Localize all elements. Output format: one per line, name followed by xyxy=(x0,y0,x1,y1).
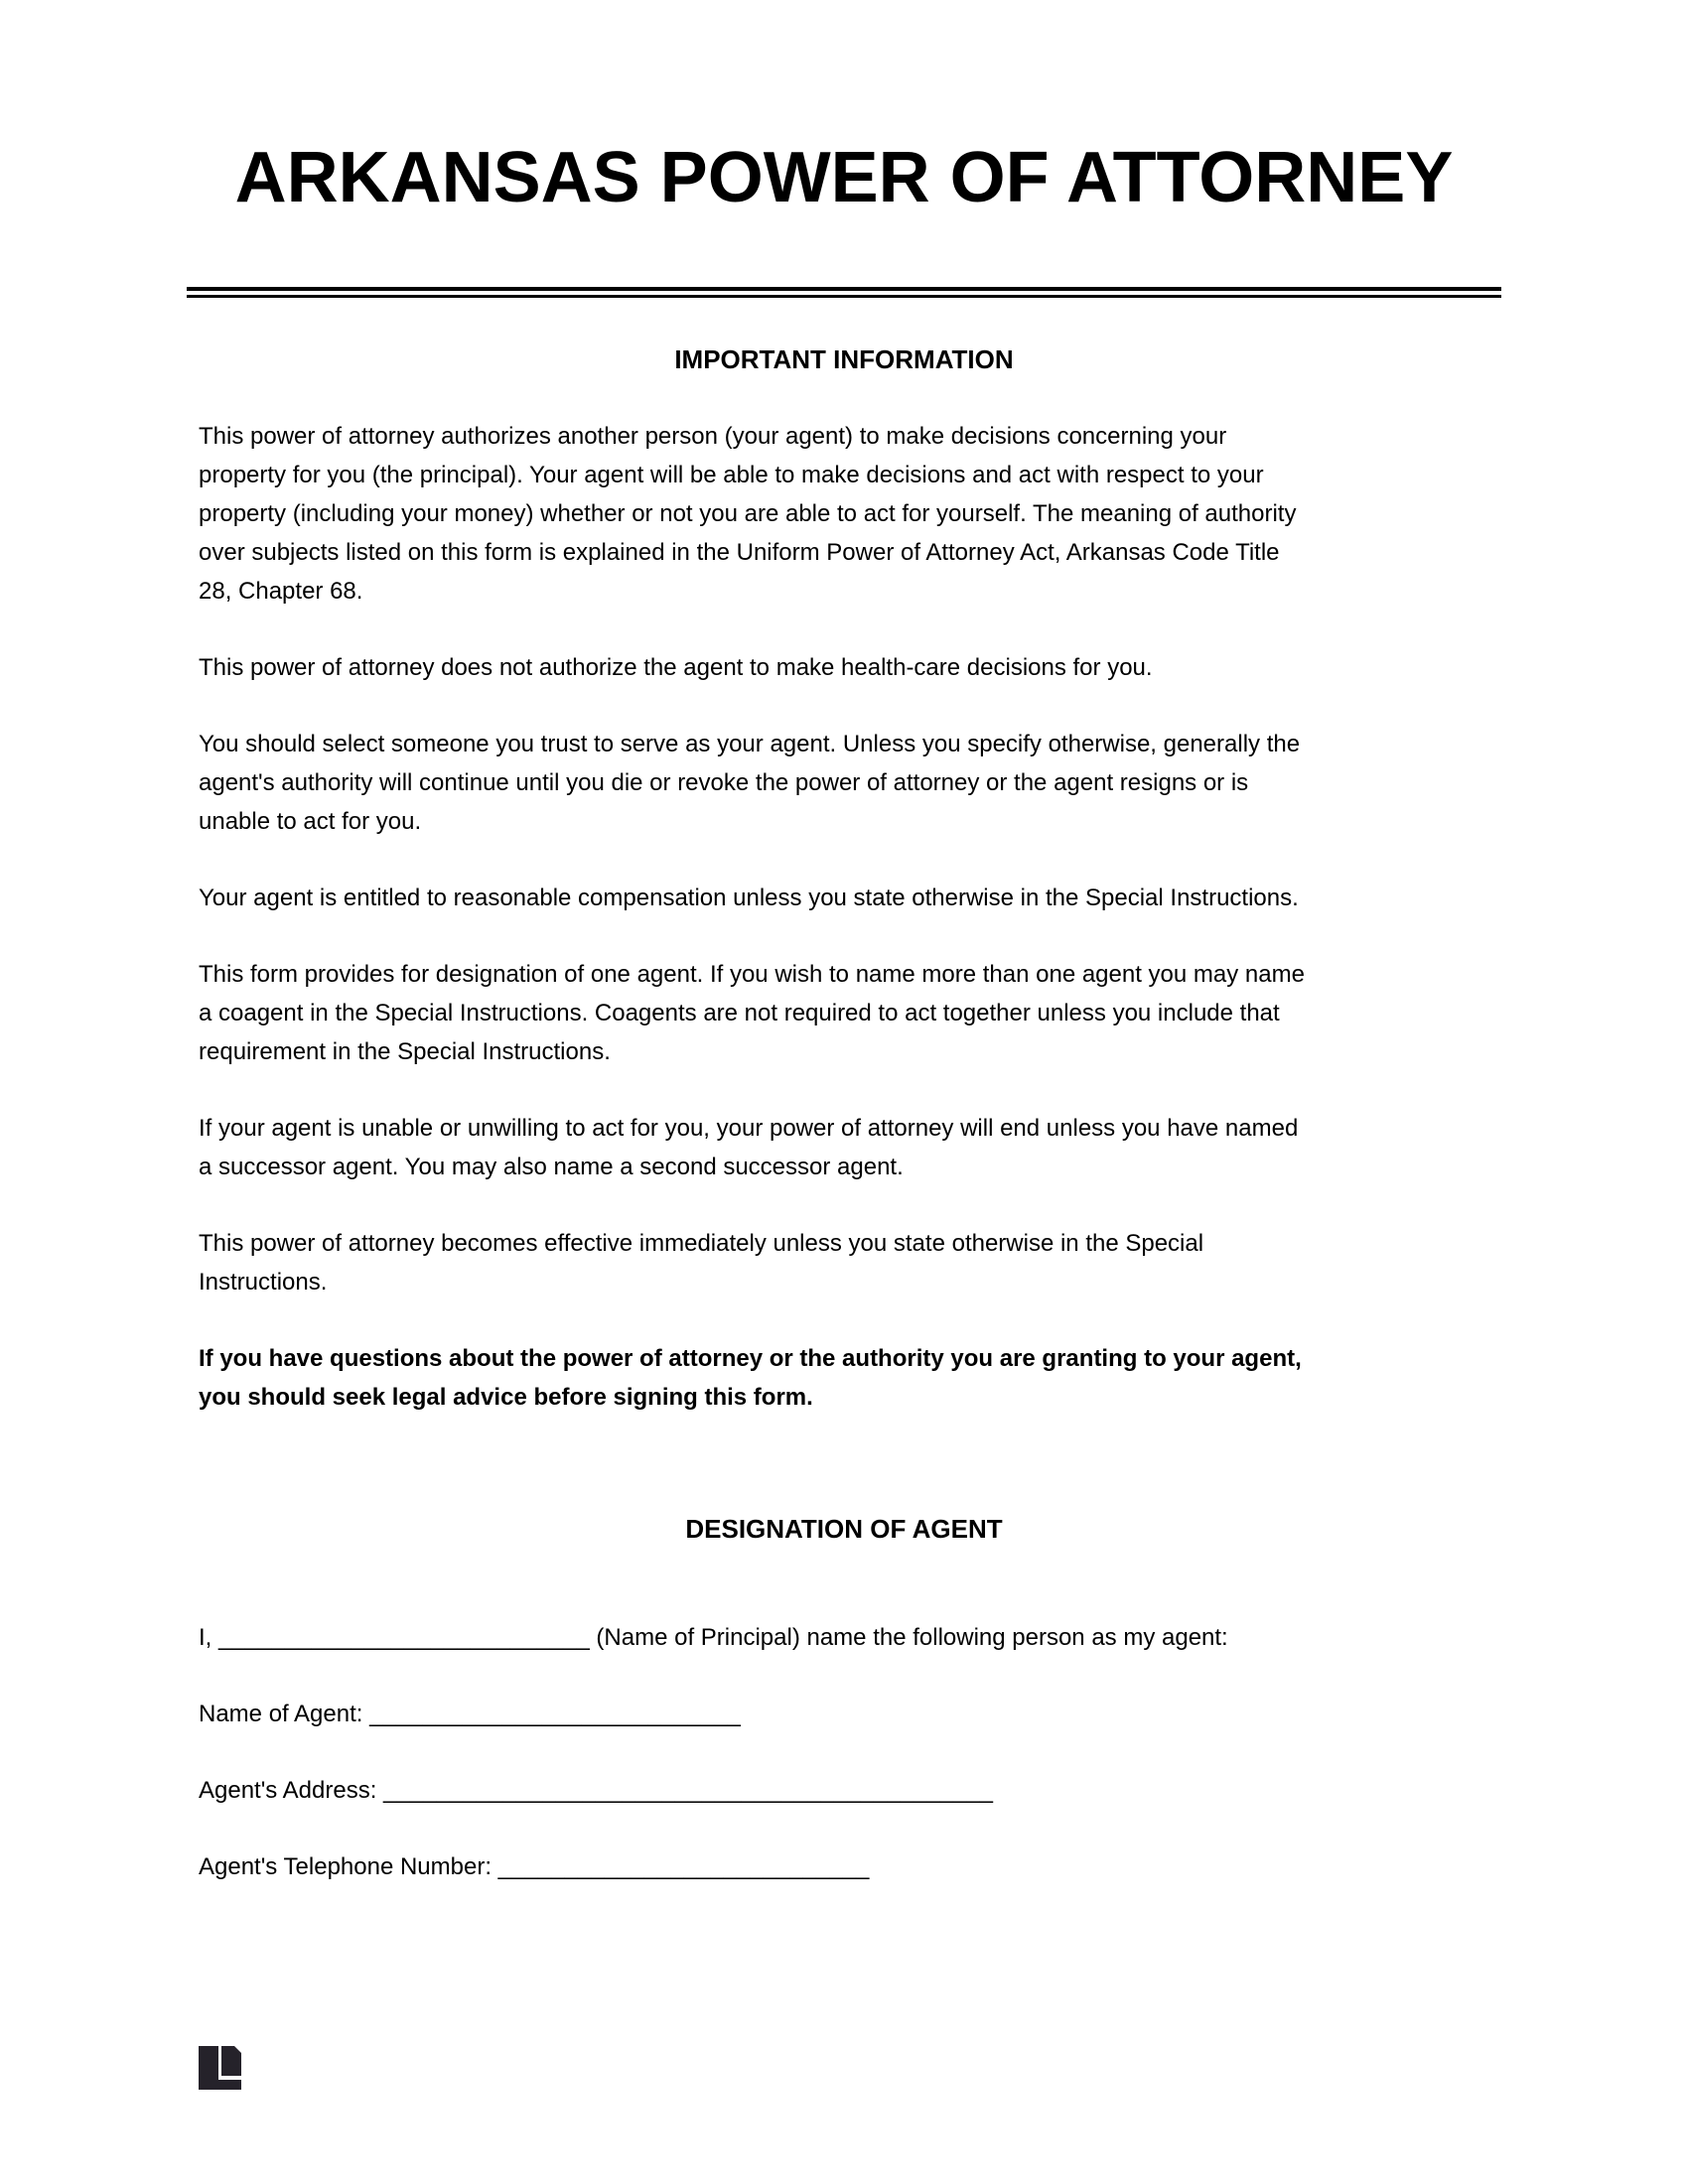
paragraph-line: If your agent is unable or unwilling to act for you, your power of attorney will end unless you have named xyxy=(199,1115,1299,1142)
paragraph-authorization xyxy=(199,417,1489,611)
paragraph-compensation xyxy=(199,879,1489,917)
agent-phone-line xyxy=(199,1847,1489,1886)
paragraph-line: You should select someone you trust to serve as your agent. Unless you specify otherwise, generally the xyxy=(199,731,1301,757)
agent-name-blank[interactable]: ____________________________ xyxy=(369,1701,741,1727)
paragraph-line: you should seek legal advice before signing this form. xyxy=(199,1384,813,1411)
paragraph-line: requirement in the Special Instructions. xyxy=(199,1038,611,1065)
paragraph-line: This power of attorney authorizes another person (your agent) to make decisions concerning your xyxy=(199,423,1227,450)
paragraph-line: This power of attorney does not authorize the agent to make health-care decisions for you. xyxy=(199,654,1153,681)
paragraph-line: If you have questions about the power of attorney or the authority you are granting to your agent, xyxy=(199,1345,1302,1372)
section-heading-important-information: IMPORTANT INFORMATION xyxy=(674,344,1014,374)
agent-address-line xyxy=(199,1771,1489,1810)
paragraph-line: property for you (the principal). Your agent will be able to make decisions and act with respect to your xyxy=(199,462,1264,488)
principal-name-blank[interactable]: ____________________________ xyxy=(218,1624,590,1651)
paragraph-line: 28, Chapter 68. xyxy=(199,578,363,605)
paragraph-line: a coagent in the Special Instructions. Coagents are not required to act together unless you include that xyxy=(199,1000,1280,1026)
paragraph-line: agent's authority will continue until you die or revoke the power of attorney or the agent resigns or is xyxy=(199,769,1249,796)
paragraph-line: This form provides for designation of one agent. If you wish to name more than one agent you may name xyxy=(199,961,1305,988)
principal-line-prefix: I, xyxy=(199,1624,212,1651)
paragraph-line: Instructions. xyxy=(199,1269,328,1296)
agent-phone-label: Agent's Telephone Number: xyxy=(199,1853,492,1880)
paragraph-line: property (including your money) whether or not you are able to act for yourself. The meaning of authority xyxy=(199,500,1297,527)
paragraph-line: unable to act for you. xyxy=(199,808,422,835)
agent-address-blank[interactable]: ______________________________________________ xyxy=(383,1777,994,1804)
important-information-body xyxy=(199,417,1489,1454)
legal-templates-logo-icon xyxy=(199,2046,241,2090)
paragraph-line: a successor agent. You may also name a second successor agent. xyxy=(199,1154,904,1180)
paragraph-effective-immediately xyxy=(199,1224,1489,1301)
paragraph-line: over subjects listed on this form is explained in the Uniform Power of Attorney Act, Arkansas Code Title xyxy=(199,539,1280,566)
paragraph-line: This power of attorney becomes effective immediately unless you state otherwise in the Special xyxy=(199,1230,1204,1257)
designation-of-agent-form xyxy=(199,1618,1489,1924)
section-heading-designation-of-agent: DESIGNATION OF AGENT xyxy=(685,1514,1003,1544)
principal-designation-line xyxy=(199,1618,1489,1657)
title-double-rule xyxy=(187,287,1501,298)
agent-address-label: Agent's Address: xyxy=(199,1777,377,1804)
paragraph-successor-agent xyxy=(199,1109,1489,1186)
paragraph-coagent xyxy=(199,955,1489,1071)
paragraph-line: Your agent is entitled to reasonable compensation unless you state otherwise in the Special Instructions. xyxy=(199,885,1299,911)
agent-name-label: Name of Agent: xyxy=(199,1701,363,1727)
agent-phone-blank[interactable]: ____________________________ xyxy=(497,1853,870,1880)
paragraph-select-agent xyxy=(199,725,1489,841)
paragraph-legal-advice-notice xyxy=(199,1339,1489,1417)
document-title: ARKANSAS POWER OF ATTORNEY xyxy=(234,138,1454,217)
paragraph-health-care xyxy=(199,648,1489,687)
agent-name-line xyxy=(199,1695,1489,1733)
principal-line-suffix: (Name of Principal) name the following person as my agent: xyxy=(596,1624,1228,1651)
